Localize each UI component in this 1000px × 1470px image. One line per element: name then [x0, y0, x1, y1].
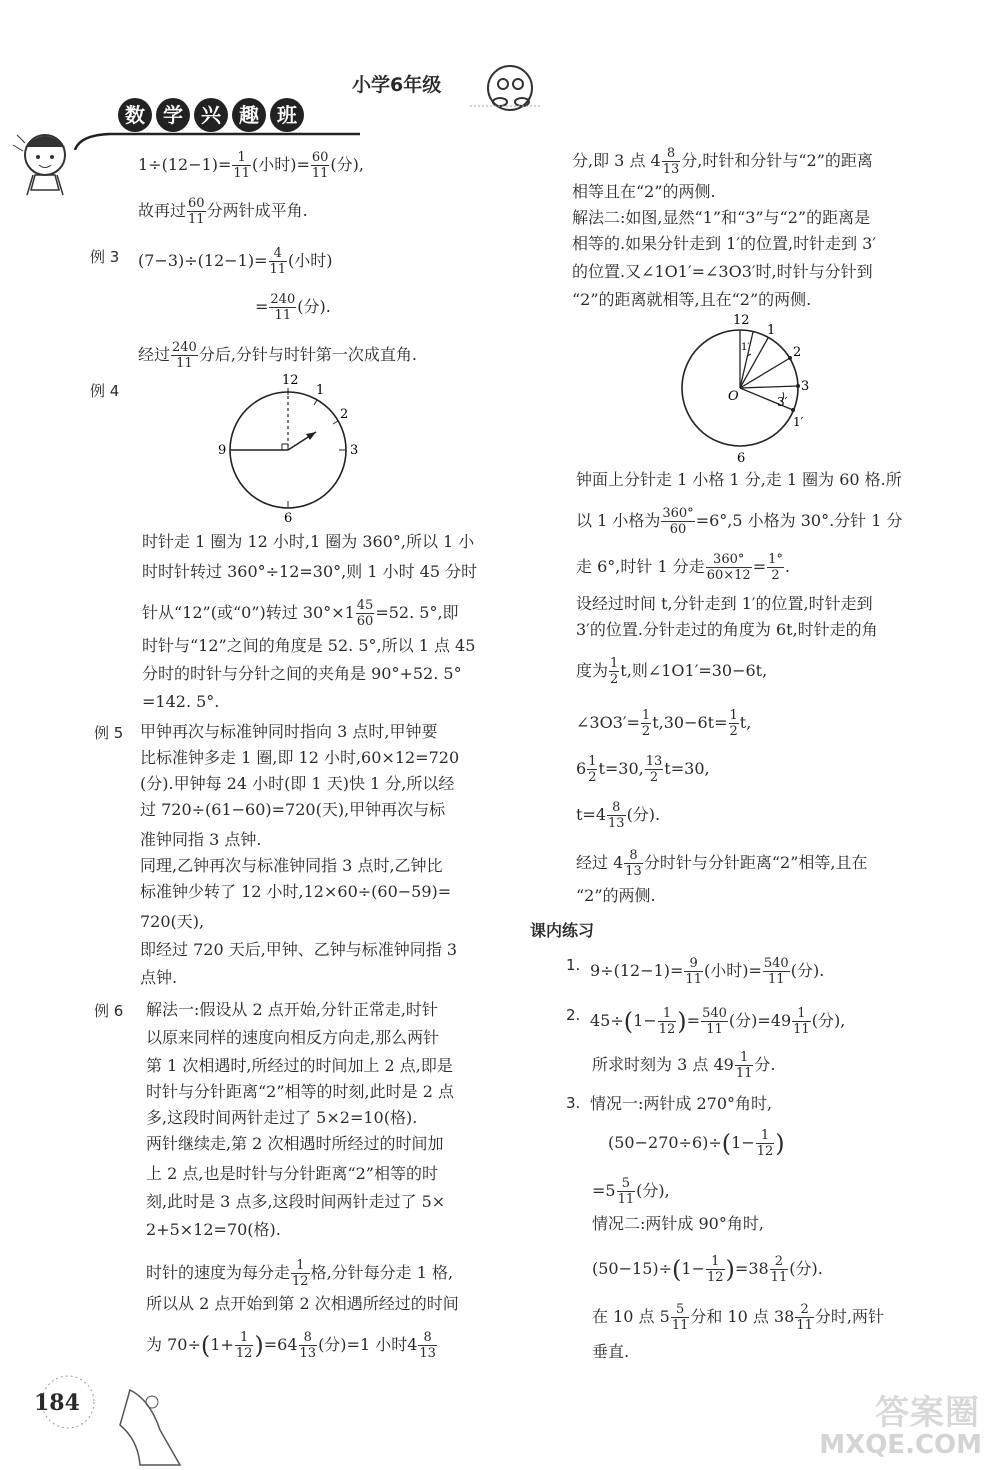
page-title — [118, 98, 304, 132]
clock-numeral: 6 — [284, 511, 293, 526]
text-line: 的位置.又∠1O1′=∠3O3′时,时针与分针到 — [572, 262, 873, 281]
text-line: 6 $\frac{1}{2}$ t=30, $\frac{13}{2}$ t=30, — [576, 754, 710, 785]
question-number: 1. — [566, 956, 581, 974]
example-label: 例 5 — [94, 724, 124, 742]
clock-numeral: 12 — [282, 373, 299, 388]
text-line: 垂直. — [592, 1342, 630, 1361]
text-line: t=4 $\frac{8}{13}$ (分). — [576, 800, 661, 831]
text-line: 设经过时间 t,分针走到 1′的位置,时针走到 — [576, 594, 873, 613]
text-line: 在 10 点 5 $\frac{5}{11}$ 分和 10 点 38 $\frac{2}{11}$ 分时,两针 — [592, 1302, 884, 1333]
text-line: 甲钟再次与标准钟同时指向 3 点时,甲钟要 — [140, 722, 438, 741]
text-line: 为 70÷(1+ $\frac{1}{12}$ )=64 $\frac{8}{13}$ (分)=1 小时4 $\frac{8}{13}$ — [146, 1330, 436, 1361]
text-line: 钟面上分针走 1 小格 1 分,走 1 圈为 60 格.所 — [576, 470, 902, 489]
text-line: = $\frac{240}{11}$ (分). — [255, 292, 331, 323]
text-line: 所以从 2 点开始到第 2 次相遇所经过的时间 — [146, 1294, 459, 1313]
text-line: 时针与分针距离“2”相等的时刻,此时是 2 点 — [146, 1082, 454, 1101]
clock-diagram — [210, 370, 370, 530]
text-line: 3′的位置.分针走过的角度为 6t,时针走的角 — [576, 620, 878, 639]
text-line: 即经过 720 天后,甲钟、乙钟与标准钟同指 3 — [140, 940, 458, 959]
example-label: 例 6 — [94, 1002, 124, 1020]
text-line: (50−270÷6)÷(1− $\frac{1}{12}$ ) — [608, 1128, 785, 1159]
title-char: 班 — [270, 98, 304, 132]
title-char: 趣 — [232, 98, 266, 132]
question-number: 3. — [566, 1094, 581, 1112]
header-decoration — [0, 40, 560, 150]
text-line: 所求时刻为 3 点 49 $\frac{1}{11}$ 分. — [592, 1050, 776, 1081]
clock-numeral: 6 — [737, 451, 746, 466]
text-line: 准钟同指 3 点钟. — [140, 830, 262, 849]
text-line: 2+5×12=70(格). — [146, 1220, 281, 1239]
cartoon-girl-illustration — [5, 115, 80, 205]
text-line: 故再过 $\frac{60}{11}$ 分两针成平角. — [138, 196, 308, 227]
page-number: 184 — [34, 1390, 80, 1416]
text-line: 走 6°,时针 1 分走 $\frac{360^\circ}{60\times 12}$ = $\frac{1^\circ}{2}$ . — [576, 552, 790, 583]
text-line: 时针走 1 圈为 12 小时,1 圈为 360°,所以 1 小 — [142, 532, 475, 551]
text-line: 时针的速度为每分走 $\frac{1}{12}$ 格,分针每分走 1 格, — [146, 1258, 454, 1289]
clock-numeral: 9 — [218, 443, 227, 458]
clock-numeral: 1 — [767, 323, 776, 338]
text-line: 以原来同样的速度向相反方向走,那么两针 — [146, 1028, 440, 1047]
text-line: 比标准钟多走 1 圈,即 12 小时,60×12=720 — [140, 748, 460, 767]
title-char: 学 — [156, 98, 190, 132]
text-line: 解法一:假设从 2 点开始,分针正常走,时针 — [146, 1000, 438, 1019]
example-label: 例 3 — [90, 248, 120, 266]
text-line: 点钟. — [140, 968, 178, 987]
text-line: (分).甲钟每 24 小时(即 1 天)快 1 分,所以经 — [140, 774, 455, 793]
sun-character-illustration — [20, 1370, 220, 1470]
question-number: 2. — [566, 1006, 581, 1024]
text-line: 分时的时针与分针之间的夹角是 90°+52. 5° — [142, 664, 462, 683]
clock-numeral: 1′ — [793, 415, 804, 429]
text-line: 720(天), — [140, 912, 205, 931]
text-line: 相等的.如果分针走到 1′的位置,时针走到 3′ — [572, 234, 876, 253]
text-line: 上 2 点,也是时针与分针距离“2”相等的时 — [146, 1164, 438, 1183]
text-line: 经过 $\frac{240}{11}$ 分后,分针与时针第一次成直角. — [138, 340, 418, 371]
text-line: ∠3O3′= $\frac{1}{2}$ t,30−6t= $\frac{1}{2}$ t, — [576, 708, 752, 739]
text-line: =142. 5°. — [142, 692, 220, 711]
text-line: 度为 $\frac{1}{2}$ t,则∠1O1′=30−6t, — [576, 656, 768, 687]
text-line: =5 $\frac{5}{11}$ (分), — [592, 1176, 670, 1207]
text-line: 9÷(12−1)= $\frac{9}{11}$ (小时)= $\frac{540}{11}$ (分). — [590, 956, 825, 987]
text-line: 第 1 次相遇时,所经过的时间加上 2 点,即是 — [146, 1056, 453, 1075]
text-line: 时时针转过 360°÷12=30°,则 1 小时 45 分时 — [142, 562, 478, 581]
text-line: 过 720÷(61−60)=720(天),甲钟再次与标 — [140, 800, 446, 819]
clock-numeral: 2 — [340, 407, 349, 422]
grade-label: 小学6年级 — [352, 74, 442, 96]
text-line: 以 1 小格为 $\frac{360^\circ}{60}$ =6°,5 小格为 30°.分针 1 分 — [576, 506, 903, 537]
watermark-url: MXQE.COM — [819, 1430, 982, 1460]
clock-numeral: 3 — [801, 379, 810, 394]
clock-numeral: 1 — [316, 383, 325, 398]
example-label: 例 4 — [90, 382, 120, 400]
section-title: 课内练习 — [530, 921, 595, 940]
text-line: (7−3)÷(12−1)= $\frac{4}{11}$ (小时) — [138, 246, 333, 277]
text-line: “2”的距离就相等,且在“2”的两侧. — [572, 290, 812, 309]
clock-numeral: 3′ — [777, 395, 788, 409]
text-line: 分,即 3 点 4 $\frac{8}{13}$ 分,时针和分针与“2”的距离 — [572, 146, 873, 177]
clock-numeral: 3 — [350, 443, 359, 458]
text-line: 情况一:两针成 270°角时, — [590, 1094, 773, 1113]
text-line: 多,这段时间两针走过了 5×2=10(格). — [146, 1108, 418, 1127]
text-line: 相等且在“2”的两侧. — [572, 182, 716, 201]
clock-numeral: 2 — [793, 345, 802, 360]
text-line: 两针继续走,第 2 次相遇时所经过的时间加 — [146, 1134, 444, 1153]
text-line: 解法二:如图,显然“1”和“3”与“2”的距离是 — [572, 208, 871, 227]
text-line: 刻,此时是 3 点多,这段时间两针走过了 5× — [146, 1192, 446, 1211]
clock-numeral: 1′ — [741, 342, 750, 353]
title-char: 数 — [118, 98, 152, 132]
text-line: 45÷(1− $\frac{1}{12}$ )= $\frac{540}{11}$ (分)=49 $\frac{1}{11}$ (分), — [590, 1006, 846, 1037]
text-line: 时针与“12”之间的角度是 52. 5°,所以 1 点 45 — [142, 636, 476, 655]
text-line: (50−15)÷(1− $\frac{1}{12}$ )=38 $\frac{2}{11}$ (分). — [592, 1254, 823, 1285]
text-line: 标准钟少转了 12 小时,12×60÷(60−59)= — [140, 882, 452, 901]
text-line: 针从“12”(或“0”)转过 30°×1 $\frac{45}{60}$ =52. 5°,即 — [142, 598, 459, 629]
clock-diagram-2 — [665, 310, 825, 470]
text-line: 同理,乙钟再次与标准钟同指 3 点时,乙钟比 — [140, 856, 443, 875]
clock-center-label: O — [728, 389, 739, 404]
clock-numeral: 12 — [733, 313, 750, 328]
text-line: “2”的两侧. — [576, 886, 656, 905]
title-char: 兴 — [194, 98, 228, 132]
text-line: 情况二:两针成 90°角时, — [592, 1214, 764, 1233]
text-line: 经过 4 $\frac{8}{13}$ 分时针与分针距离“2”相等,且在 — [576, 848, 868, 879]
text-line: 1÷(12−1)= $\frac{1}{11}$ (小时)= $\frac{60}{11}$ (分), — [138, 150, 364, 181]
watermark-logo: 答案圈 — [875, 1393, 980, 1433]
